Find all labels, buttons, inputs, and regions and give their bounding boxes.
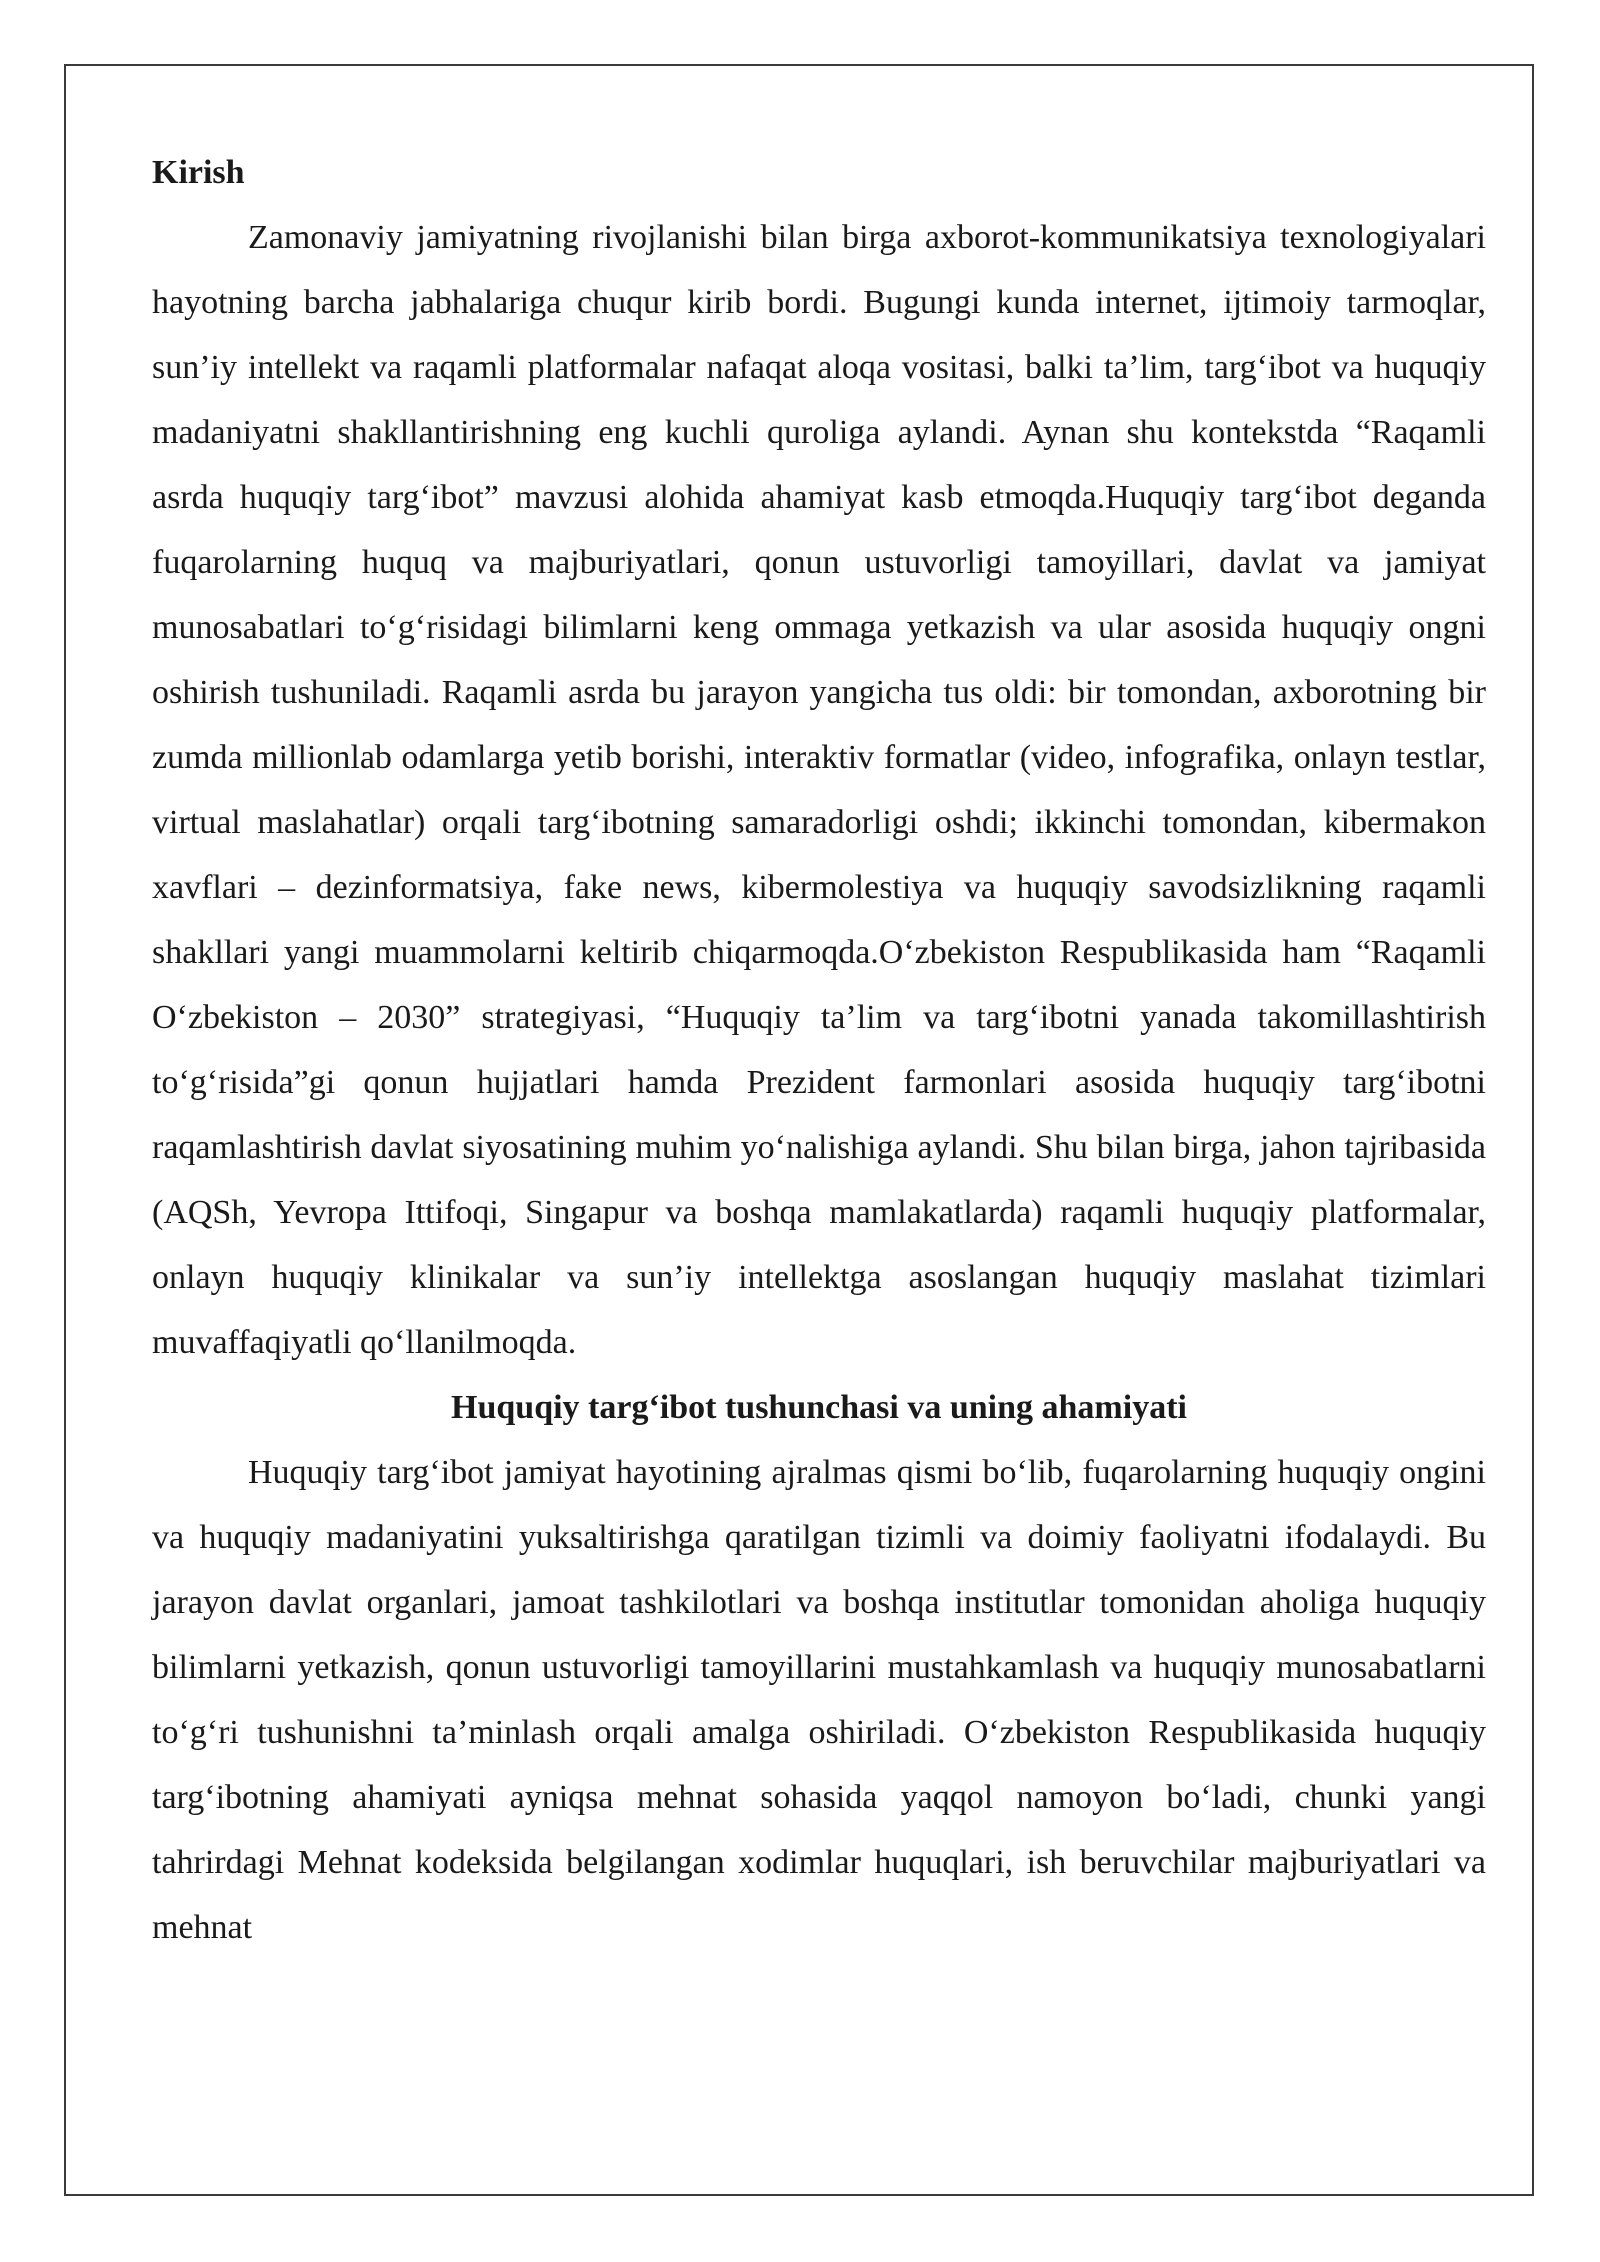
intro-paragraph: Zamonaviy jamiyatning rivojlanishi bilan birga axborot-kommunikatsiya texnologiyalari hayotning barcha jabhalariga chuqur kirib bordi. Bugungi kunda internet, ijtimoiy tarmoqlar, sun’iy intellekt va raqamli platformalar nafaqat aloqa vositasi, balki ta’lim, targ‘ibot va huquqiy madaniyatni shakllantirishning eng kuchli quroliga aylandi. Aynan shu kontekstda “Raqamli asrda huquqiy targ‘ibot” mavzusi alohida ahamiyat kasb etmoqda.Huquqiy targ‘ibot deganda fuqarolarning huquq va majburiyatlari, qonun ustuvorligi tamoyillari, davlat va jamiyat munosabatlari to‘g‘risidagi bilimlarni keng ommaga yetkazish va ular asosida huquqiy ongni oshirish tushuniladi. Raqamli asrda bu jarayon yangicha tus oldi: bir tomondan, axborotning bir zumda millionlab odamlarga yetib borishi, interaktiv formatlar (video, infografika, onlayn testlar, virtual maslahatlar) orqali targ‘ibotning samaradorligi oshdi; ikkinchi tomondan, kibermakon xavflari – dezinformatsiya, fake news, kibermolestiya va huquqiy savodsizlikning raqamli shakllari yangi muammolarni keltirib chiqarmoqda.O‘zbekiston Respublikasida ham “Raqamli O‘zbekiston – 2030” strategiyasi, “Huquqiy ta’lim va targ‘ibotni yanada takomillashtirish to‘g‘risida”gi qonun hujjatlari hamda Prezident farmonlari asosida huquqiy targ‘ibotni raqamlashtirish davlat siyosatining muhim yo‘nalishiga aylandi. Shu bilan birga, jahon tajribasida (AQSh, Yevropa Ittifoqi, Singapur va boshqa mamlakatlarda) raqamli huquqiy platformalar, onlayn huquqiy klinikalar va sun’iy intellektga asoslangan huquqiy maslahat tizimlari muvaffaqiyatli qo‘llanilmoqda.: [152, 219, 1486, 1361]
section-heading: Huquqiy targ‘ibot tushunchasi va uning ahamiyati: [451, 1389, 1187, 1426]
section-paragraph: Huquqiy targ‘ibot jamiyat hayotining ajralmas qismi bo‘lib, fuqarolarning huquqiy ongini va huquqiy madaniyatini yuksaltirishga qaratilgan tizimli va doimiy faoliyatni ifodalaydi. Bu jarayon davlat organlari, jamoat tashkilotlari va boshqa institutlar tomonidan aholiga huquqiy bilimlarni yetkazish, qonun ustuvorligi tamoyillarini mustahkamlash va huquqiy munosabatlarni to‘g‘ri tushunishni ta’minlash orqali amalga oshiriladi. O‘zbekiston Respublikasida huquqiy targ‘ibotning ahamiyati ayniqsa mehnat sohasida yaqqol namoyon bo‘ladi, chunki yangi tahrirdagi Mehnat kodeksida belgilangan xodimlar huquqlari, ish beruvchilar majburiyatlari va mehnat: [152, 1454, 1486, 1946]
document-body: [152, 140, 1486, 1960]
intro-heading: Kirish: [152, 154, 245, 191]
